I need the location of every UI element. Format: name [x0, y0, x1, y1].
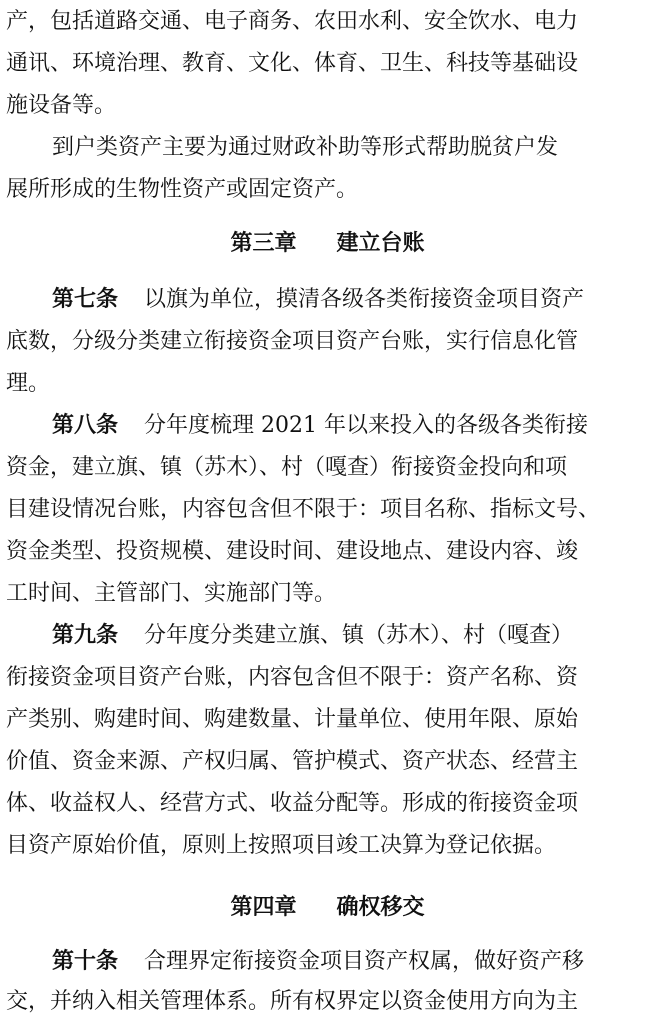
chapter-title: 建立台账: [336, 231, 425, 256]
text-line: 资金类型、投资规模、建设时间、建设地点、建设内容、竣: [6, 539, 579, 564]
text-line: 工时间、主管部门、实施部门等。: [6, 581, 337, 606]
text-line: 衔接资金项目资产台账，内容包含但不限于：资产名称、资: [6, 665, 579, 690]
chapter-number: 第四章: [230, 895, 297, 920]
text-line: 理。: [6, 371, 51, 396]
article-text: 分年度分类建立旗、镇（苏木）、村（嘎查）: [144, 623, 574, 648]
article-text: 合理界定衔接资金项目资产权属，做好资产移: [144, 949, 585, 974]
text-line: 展所形成的生物性资产或固定资产。: [6, 177, 359, 202]
paragraph-first-line: 到户类资产主要为通过财政补助等形式帮助脱贫户发: [52, 135, 559, 160]
article-text: 分年度梳理 2021 年以来投入的各级各类衔接: [144, 413, 588, 438]
article-first-line: [52, 408, 588, 444]
article-first-line: [52, 618, 573, 654]
article-label: 第十条: [52, 949, 119, 974]
article-first-line: [52, 944, 584, 980]
text-line: 产，包括道路交通、电子商务、农田水利、安全饮水、电力: [6, 9, 579, 34]
article-text: 以旗为单位，摸清各级各类衔接资金项目资产: [144, 287, 585, 312]
text-line: 通讯、环境治理、教育、文化、体育、卫生、科技等基础设: [6, 51, 579, 76]
chapter-heading: [0, 226, 655, 262]
text-line: 交，并纳入相关管理体系。所有权界定以资金使用方向为主: [6, 989, 579, 1014]
chapter-number: 第三章: [230, 231, 297, 256]
text-line: 目资产原始价值，原则上按照项目竣工决算为登记依据。: [6, 833, 557, 858]
chapter-heading: [0, 890, 655, 926]
text-line: 目建设情况台账，内容包含但不限于：项目名称、指标文号、: [6, 497, 601, 522]
article-label: 第八条: [52, 413, 119, 438]
chapter-title: 确权移交: [336, 895, 425, 920]
text-line: 体、收益权人、经营方式、收益分配等。形成的衔接资金项: [6, 791, 579, 816]
text-line: 施设备等。: [6, 93, 117, 118]
text-line: 产类别、购建时间、购建数量、计量单位、使用年限、原始: [6, 707, 579, 732]
text-line: 资金，建立旗、镇（苏木）、村（嘎查）衔接资金投向和项: [6, 455, 568, 480]
article-first-line: [52, 282, 584, 318]
text-line: 底数，分级分类建立衔接资金项目资产台账，实行信息化管: [6, 329, 579, 354]
article-label: 第九条: [52, 623, 119, 648]
article-label: 第七条: [52, 287, 119, 312]
text-line: 价值、资金来源、产权归属、管护模式、资产状态、经营主: [6, 749, 579, 774]
